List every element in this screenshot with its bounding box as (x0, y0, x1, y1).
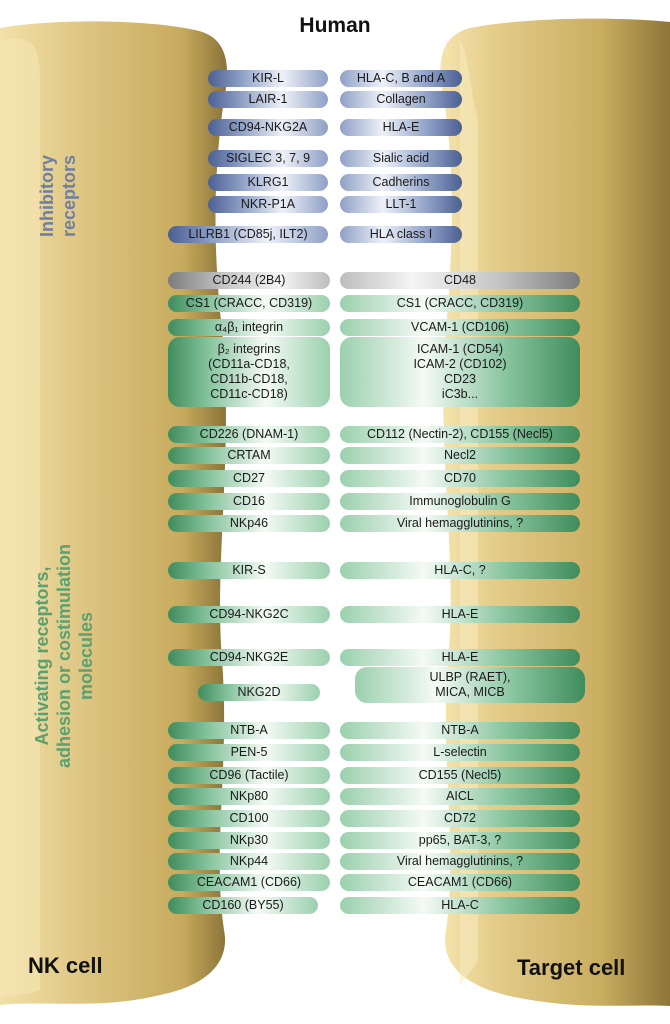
receptor-3 (208, 150, 328, 167)
receptor-label: CD94-NKG2A (228, 120, 308, 134)
receptor-8 (168, 295, 330, 312)
ligand-13 (340, 470, 580, 487)
ligand-26 (340, 853, 580, 870)
inhibitory-label-line: Inhibitory (37, 155, 57, 237)
receptor-23 (168, 788, 330, 805)
ligand-23 (340, 788, 580, 805)
receptor-label: NKR-P1A (240, 197, 296, 211)
ligand-label: iC3b... (441, 387, 479, 401)
ligand-label: HLA-E (441, 607, 479, 621)
receptor-label: KIR-S (232, 563, 266, 577)
ligand-14 (340, 493, 580, 510)
receptor-27 (168, 874, 330, 891)
ligand-label: LLT-1 (385, 197, 417, 211)
receptor-5 (208, 196, 328, 213)
receptor-label: NTB-A (230, 723, 268, 737)
receptor-25 (168, 832, 330, 849)
receptor-15 (168, 515, 330, 532)
receptor-label: (CD11a-CD18, (208, 357, 290, 371)
ligand-label: VCAM-1 (CD106) (411, 320, 509, 334)
receptor-label: CEACAM1 (CD66) (196, 875, 302, 889)
receptor-1 (208, 91, 328, 108)
ligand-label: Collagen (376, 92, 426, 106)
ligand-label: CD72 (444, 811, 476, 825)
species-title: Human (299, 14, 371, 37)
activating-label-line: Activating receptors, (32, 566, 52, 746)
ligand-label: AICL (446, 789, 474, 803)
receptor-0 (208, 70, 328, 87)
receptor-6 (168, 226, 328, 243)
receptor-20 (168, 722, 330, 739)
ligand-label: CD23 (444, 372, 476, 386)
receptor-16 (168, 562, 330, 579)
target-cell-label: Target cell (517, 955, 626, 980)
receptor-label: NKp30 (229, 833, 269, 847)
ligand-label: CS1 (CRACC, CD319) (396, 296, 524, 310)
receptor-7 (168, 272, 330, 289)
receptor-label: NKp80 (229, 789, 269, 803)
ligand-label: Necl2 (444, 448, 476, 462)
ligand-25 (340, 832, 580, 849)
ligand-label: L-selectin (433, 745, 487, 759)
receptor-label: CD94-NKG2E (209, 650, 289, 664)
receptor-28 (168, 897, 318, 914)
ligand-1 (340, 91, 462, 108)
ligand-label: CEACAM1 (CD66) (407, 875, 513, 889)
ligand-label: MICA, MICB (435, 685, 505, 699)
ligand-6 (340, 226, 462, 243)
receptor-2 (208, 119, 328, 136)
ligand-label: CD112 (Nectin-2), CD155 (Necl5) (367, 427, 553, 441)
ligand-5 (340, 196, 462, 213)
receptor-14 (168, 493, 330, 510)
receptor-label: LILRB1 (CD85j, ILT2) (188, 227, 308, 241)
ligand-27 (340, 874, 580, 891)
receptor-label: NKp46 (229, 516, 269, 530)
ligand-label: HLA class I (369, 227, 433, 241)
ligand-8 (340, 295, 580, 312)
ligand-label: Immunoglobulin G (409, 494, 511, 508)
nk-cell-highlight (0, 39, 40, 996)
activating-label-line: molecules (76, 611, 96, 701)
ligand-label: HLA-E (441, 650, 479, 664)
ligand-label: CD48 (444, 273, 476, 287)
activating-receptors-label (31, 526, 97, 786)
ligand-label: pp65, BAT-3, ? (418, 833, 502, 847)
ligand-label: ICAM-2 (CD102) (413, 357, 507, 371)
ligand-label: NTB-A (441, 723, 479, 737)
receptor-label: CD16 (233, 494, 265, 508)
ligand-28 (340, 897, 580, 914)
receptor-label: PEN-5 (230, 745, 268, 759)
receptor-label: NKp44 (229, 854, 269, 868)
ligand-4 (340, 174, 462, 191)
receptor-22 (168, 767, 330, 784)
ligand-16 (340, 562, 580, 579)
ligand-label: Cadherins (372, 175, 430, 189)
receptor-11 (168, 426, 330, 443)
receptor-label: KIR-L (252, 71, 284, 85)
receptor-label: CD100 (229, 811, 269, 825)
receptor-label: CD160 (BY55) (202, 898, 284, 912)
nk-cell-label: NK cell (28, 953, 103, 978)
receptor-label: CD11c-CD18) (210, 387, 288, 401)
receptor-label: LAIR-1 (248, 92, 288, 106)
receptor-label: SIGLEC 3, 7, 9 (225, 151, 311, 165)
receptor-label: CS1 (CRACC, CD319) (185, 296, 313, 310)
receptor-label: CD226 (DNAM-1) (199, 427, 299, 441)
ligand-3 (340, 150, 462, 167)
ligand-21 (340, 744, 580, 761)
ligand-2 (340, 119, 462, 136)
ligand-label: HLA-E (382, 120, 420, 134)
receptor-9 (168, 319, 330, 336)
receptor-label: CD94-NKG2C (209, 607, 289, 621)
receptor-label: NKG2D (237, 685, 281, 699)
ligand-11 (340, 426, 580, 443)
receptor-label: α₄β₁ integrin (214, 320, 284, 334)
ligand-22 (340, 767, 580, 784)
receptor-10 (168, 337, 330, 407)
receptor-label: CD96 (Tactile) (209, 768, 289, 782)
ligand-18 (340, 649, 580, 666)
receptor-13 (168, 470, 330, 487)
ligand-12 (340, 447, 580, 464)
ligand-7 (340, 272, 580, 289)
activating-label-line: adhesion or costimulation (54, 543, 74, 769)
ligand-label: HLA-C, B and A (356, 71, 446, 85)
receptor-17 (168, 606, 330, 623)
inhibitory-label-line: receptors (59, 154, 79, 238)
receptor-19 (198, 684, 320, 701)
receptor-label: CRTAM (227, 448, 271, 462)
ligand-label: HLA-C, ? (434, 563, 486, 577)
ligand-10 (340, 337, 580, 407)
ligand-20 (340, 722, 580, 739)
receptor-label: β₂ integrins (217, 342, 281, 356)
receptor-label: CD11b-CD18, (210, 372, 288, 386)
ligand-9 (340, 319, 580, 336)
ligand-label: CD155 (Necl5) (418, 768, 502, 782)
receptor-label: KLRG1 (247, 175, 289, 189)
ligand-label: HLA-C (441, 898, 479, 912)
ligand-0 (340, 70, 462, 87)
ligand-label: Sialic acid (372, 151, 430, 165)
receptor-label: CD27 (233, 471, 265, 485)
ligand-label: ULBP (RAET), (429, 670, 511, 684)
ligand-19 (355, 667, 585, 703)
receptor-4 (208, 174, 328, 191)
ligand-label: Viral hemagglutinins, ? (396, 854, 524, 868)
ligand-label: CD70 (444, 471, 476, 485)
receptor-21 (168, 744, 330, 761)
receptor-26 (168, 853, 330, 870)
ligand-label: ICAM-1 (CD54) (416, 342, 504, 356)
ligand-label: Viral hemagglutinins, ? (396, 516, 524, 530)
receptor-24 (168, 810, 330, 827)
ligand-24 (340, 810, 580, 827)
inhibitory-receptors-label (36, 130, 80, 262)
receptor-12 (168, 447, 330, 464)
receptor-18 (168, 649, 330, 666)
ligand-15 (340, 515, 580, 532)
receptor-label: CD244 (2B4) (212, 273, 286, 287)
ligand-17 (340, 606, 580, 623)
